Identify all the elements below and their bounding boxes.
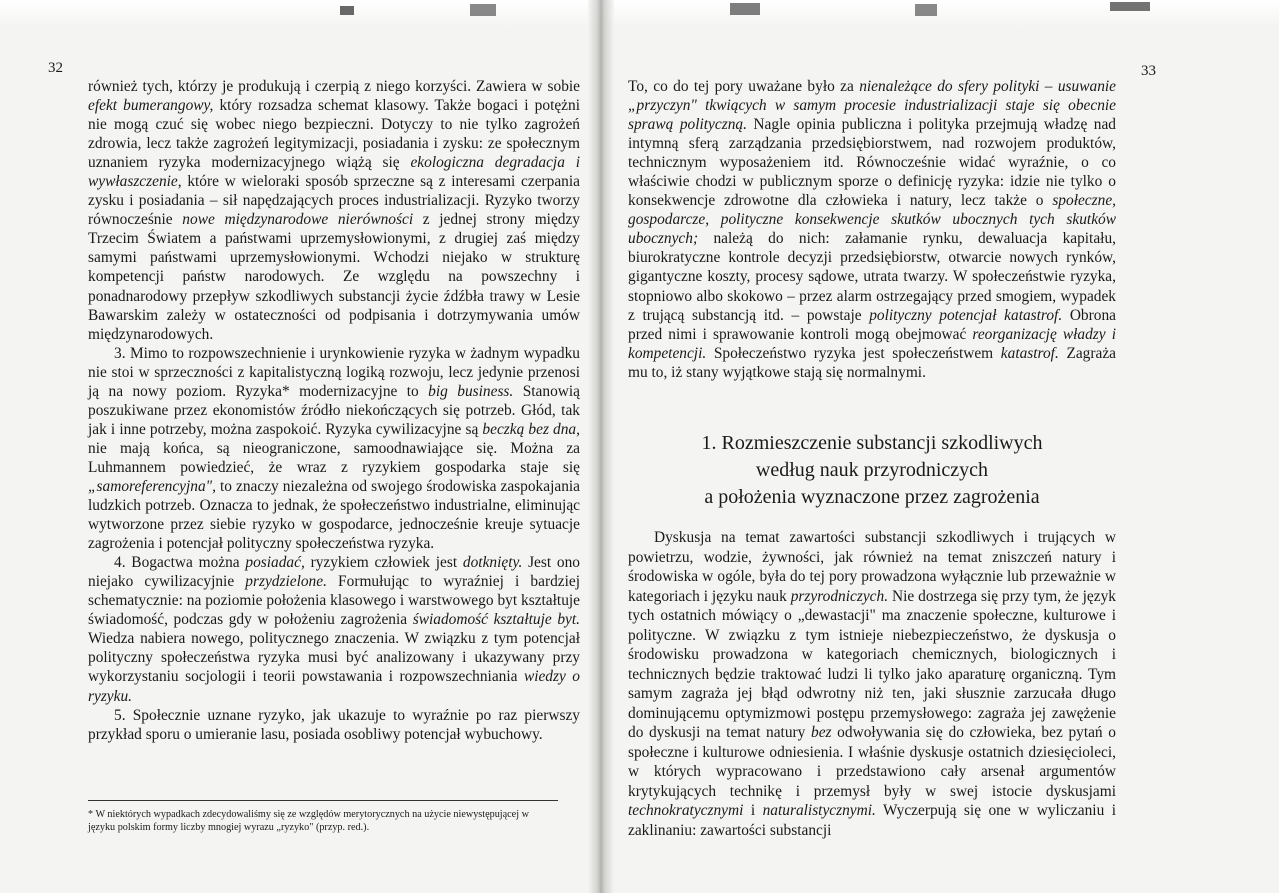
left-paragraph-4: 5. Społecznie uznane ryzyko, jak ukazuje to wyraźnie po raz pierwszy przykład sporu o umieranie lasu, posiada osobliwy potencjał wybuchowy. [88,706,580,743]
heading-line-1: 1. Rozmieszczenie substancji szkodliwych [701,432,1043,454]
heading-line-3: a położenia wyznaczone przez zagrożenia [704,486,1040,508]
left-paragraph-1: również tych, którzy je produkują i czerpią z niego korzyści. Zawiera w sobie efekt bumerangowy, który rozsadza schemat klasowy. Także bogaci i potężni nie mogą czuć się wobec niego bezpieczni. Dotyczy to nie tylko zagrożeń zdrowia, lecz także zagrożeń legitymizacji, posiadania i zysku: ze społecznym uznaniem ryzyka modernizacyjnego wiążą się ekologiczna degradacja i wywłaszczenie, które w wieloraki sposób sprzeczne są z interesami czerpania zysku i posiadania – sił napędzających proces industrializacji. Ryzyko tworzy równocześnie nowe międzynarodowe nierówności z jednej strony między Trzecim Światem a państwami uprzemysłowionymi, z drugiej zaś między samymi państwami uprzemysłowionymi. Wchodzi niejako w strukturę kompetencji państw narodowych. Ze względu na powszechny i ponadnarodowy przepływ szkodliwych substancji życie źdźbła trawy w Lesie Bawarskim zależy w ostateczności od podpisania i dotrzymywania umów międzynarodowych. [88,78,581,343]
right-paragraph-2: Dyskusja na temat zawartości substancji szkodliwych i trujących w powietrzu, wodzie, żywności, jak również na temat zniszczeń natury i środowiska w ogóle, była do tej pory prowadzona wyłącznie lub przeważnie w kategoriach i języku nauk przyrodniczych. Nie dostrzega się przy tym, że język tych ostatnich mówiący o „dewastacji" ma znaczenie społeczne, kulturowe i polityczne. W związku z tym istnieje niebezpieczeństwo, że dyskusja o środowisku prowadzona w kategoriach chemicznych, biologicznych i technicznych będzie traktować ludzi li tylko jako aparaturę organiczną. Tym samym zagraża jej błąd odwrotny niż ten, jaki słusznie zarzucała długo dominującemu optymizmowi postępu przemysłowego: zagraża jej zawężenie do dyskusji na temat natury bez odwoływania się do człowieka, bez pytań o społeczne i kulturowe odniesienia. I właśnie dyskusje ostatnich dziesięcioleci, w których wypracowano i przedstawiono cały arsenał argumentów krytykujących technikę i przemysł były w swej istocie dyskusjami technokratycznymi i naturalistycznymi. Wyczerpują się one w wyliczaniu i zaklinaniu: zawartości substancji [628,529,1116,839]
page-number-right: 33 [1141,63,1156,79]
right-section-body [628,528,1116,840]
left-paragraph-2: 3. Mimo to rozpowszechnienie i urynkowienie ryzyka w żadnym wypadku nie stoi w sprzeczności z kapitalistyczną logiką rozwoju, lecz jedynie przenosi ją na nowy poziom. Ryzyka* modernizacyjne to big business. Stanowią poszukiwane przez ekonomistów źródło niekończących się potrzeb. Głód, tak jak i inne potrzeby, można zaspokoić. Ryzyka cywilizacyjne są beczką bez dna, nie mają końca, są nieograniczone, samoodnawiające się. Można za Luhmannem powiedzieć, że wraz z ryzykiem gospodarka staje się „samoreferencyjna", to znaczy niezależna od swojego środowiska zaspokajania ludzkich potrzeb. Oznacza to jednak, że społeczeństwo industrialne, eliminując wytworzone przez siebie ryzyko w gospodarce, jednocześnie kreuje sytuacje zagrożenia i potencjał polityczny społeczeństwa ryzyka. [88,344,580,553]
right-paragraph-1: To, co do tej pory uważane było za nienależące do sfery polityki – usuwanie „przyczyn" tkwiących w samym procesie industrializacji staje się obecnie sprawą polityczną. Nagle opinia publiczna i polityka przejmują władzę nad intymną sferą zarządzania przedsiębiorstwem, nad rozwojem produktów, technicznym wyposażeniem itd. Równocześnie widać wyraźnie, o co właściwie chodzi w publicznym sporze o definicję ryzyka: idzie nie tylko o konsekwencje zdrowotne dla człowieka i natury, lecz także o społeczne, gospodarcze, polityczne konsekwencje skutków ubocznych tych skutków ubocznych; należą do nich: załamanie rynku, dewaluacja kapitału, biurokratyczne kontrole decyzji przedsiębiorstw, otwarcie nowych rynków, gigantyczne koszty, procesy sądowe, utrata twarzy. W społeczeństwie ryzyka, stopniowo albo skokowo – przez alarm ostrzegający przed smogiem, wypadek z trującą substancją itd. – powstaje polityczny potencjał katastrof. Obrona przed nimi i sprawowanie kontroli mogą obejmować reorganizację władzy i kompetencji. Społeczeństwo ryzyka jest społeczeństwem katastrof. Zagraża mu to, iż stany wyjątkowe stają się normalnymi. [628,78,1116,381]
left-column [88,77,580,744]
right-column [628,77,1116,382]
book-gutter [588,0,614,893]
left-page [0,0,590,893]
section-heading [642,430,1102,511]
heading-line-2: według nauk przyrodniczych [755,459,989,481]
right-page [612,0,1279,893]
footnote: * W niektórych wypadkach zdecydowaliśmy się ze względów merytorycznych na użycie niewystępującej w języku polskim formy liczby mnogiej wyrazu „ryzyko" (przyp. red.). [88,800,558,834]
page-number-left: 32 [48,60,63,76]
left-paragraph-3: 4. Bogactwa można posiadać, ryzykiem człowiek jest dotknięty. Jest ono niejako cywilizacyjnie przydzielone. Formułując to wyraźniej i bardziej schematycznie: na poziomie położenia klasowego i warstwowego byt kształtuje świadomość, podczas gdy w położeniu zagrożenia świadomość kształtuje byt. Wiedza nabiera nowego, politycznego znaczenia. W związku z tym potencjał polityczny społeczeństwa ryzyka musi być analizowany i ukazywany przy wykorzystaniu socjologii i teorii powstawania i rozpowszechniania wiedzy o ryzyku. [88,554,581,705]
